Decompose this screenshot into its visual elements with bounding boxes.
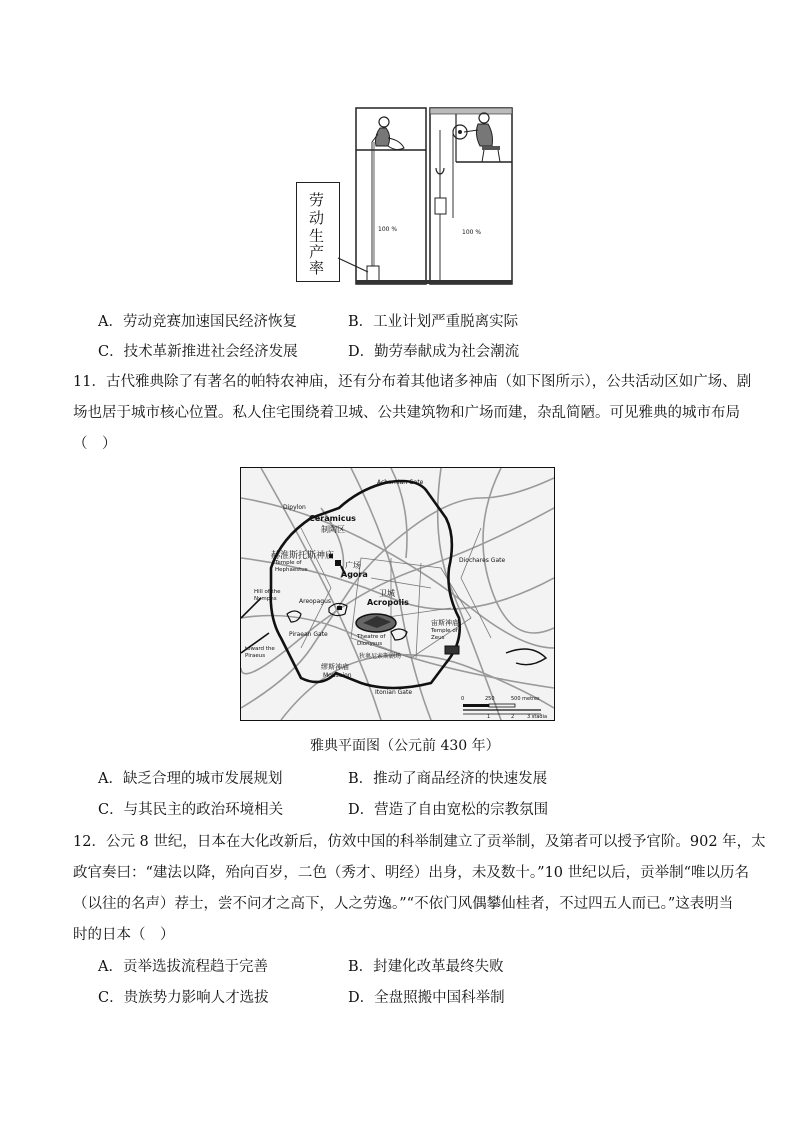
productivity-label-box bbox=[296, 182, 340, 282]
map-label-agora: Agora bbox=[341, 570, 368, 579]
q12-option-b[interactable] bbox=[348, 957, 504, 977]
label-pointer bbox=[336, 256, 370, 276]
q11-option-d[interactable] bbox=[348, 800, 548, 820]
option-letter: B． bbox=[348, 771, 374, 787]
q12-stem-line-3: （以往的名声）荐士，尝不问才之高下，人之劳逸。”“不依门风偶攀仙桂者，不过四五人而已。”这表明当 bbox=[73, 896, 734, 912]
q11-option-a[interactable] bbox=[98, 769, 282, 789]
label-char: 率 bbox=[309, 259, 325, 277]
q11-stem-line-3: （ ） bbox=[73, 436, 117, 452]
q11-option-c[interactable] bbox=[98, 800, 283, 820]
map-label-diochares-gate: Diochares Gate bbox=[459, 557, 506, 564]
map-label-theatre: Theatre of Dionysus bbox=[357, 634, 386, 647]
map-label-hill-of-nymphs: Hill of the Nymphs bbox=[254, 589, 281, 602]
athens-map bbox=[240, 467, 555, 721]
option-letter: D． bbox=[348, 990, 375, 1006]
q10-option-d[interactable] bbox=[348, 342, 519, 362]
scale-label-stadia: 3 stadia bbox=[527, 714, 548, 720]
map-label-dipylon: Dipylon bbox=[283, 504, 306, 511]
option-text: 推动了商品经济的快速发展 bbox=[373, 771, 548, 787]
q12-stem-line-4: 时的日本（ ） bbox=[73, 927, 175, 943]
map-label-temple-of-hephaestus: Temple of Hephaestus bbox=[275, 560, 308, 573]
percent-mark-right: 100 % bbox=[462, 229, 482, 236]
label-char: 产 bbox=[309, 243, 325, 261]
q12-stem-line-2: 政官奏曰：“建法以降，殆向百岁，二色（秀才、明经）出身，未及数十。”10 世纪以后，贡举制“唯以历名 bbox=[73, 865, 750, 881]
map-label-hephaestus-cn: 赫淮斯托斯神庙 bbox=[271, 551, 335, 561]
map-label-acropolis: Acropolis bbox=[367, 598, 409, 607]
map-label-ceramicus-cn: 制陶区 bbox=[321, 525, 345, 534]
map-label-zeus-cn: 宙斯神庙 bbox=[431, 619, 459, 627]
option-letter: C． bbox=[98, 990, 124, 1006]
q10-option-c[interactable] bbox=[98, 342, 298, 362]
option-text: 技术革新推进社会经济发展 bbox=[123, 344, 298, 360]
option-letter: D． bbox=[348, 344, 375, 360]
option-text: 勤劳奉献成为社会潮流 bbox=[374, 344, 520, 360]
option-letter: B． bbox=[348, 959, 374, 975]
option-text: 全盘照搬中国科举制 bbox=[374, 990, 505, 1006]
map-label-acharnian-gate: Acharnian Gate bbox=[377, 479, 424, 486]
option-letter: D． bbox=[348, 802, 375, 818]
labor-productivity-cartoon bbox=[296, 106, 518, 288]
map-label-piraean-gate: Piraean Gate bbox=[289, 631, 328, 638]
label-char: 劳 bbox=[309, 191, 325, 209]
q12-option-d[interactable] bbox=[348, 988, 505, 1008]
percent-mark-left: 100 % bbox=[378, 226, 398, 233]
option-text: 工业计划严重脱离实际 bbox=[373, 314, 519, 330]
option-text: 贵族势力影响人才选拔 bbox=[123, 990, 269, 1006]
q12-option-a[interactable] bbox=[98, 957, 268, 977]
map-label-agora-cn: 广场 bbox=[345, 561, 361, 570]
label-char: 生 bbox=[309, 227, 325, 245]
option-letter: B． bbox=[348, 314, 374, 330]
option-letter: A． bbox=[98, 771, 123, 787]
option-text: 贡举选拔流程趋于完善 bbox=[122, 959, 268, 975]
q11-option-b[interactable] bbox=[348, 769, 547, 789]
option-letter: A． bbox=[98, 959, 123, 975]
q10-option-b[interactable] bbox=[348, 312, 518, 332]
map-label-acropolis-cn: 卫城 bbox=[379, 589, 395, 598]
option-text: 封建化改革最终失败 bbox=[373, 959, 504, 975]
option-letter: A． bbox=[98, 314, 123, 330]
map-label-itonian-gate: Itonian Gate bbox=[375, 689, 413, 696]
q12-stem-line-1: 12．公元 8 世纪，日本在大化改新后，仿效中国的科举制建立了贡举制，及第者可以授予官阶。902 年，太 bbox=[73, 834, 766, 850]
map-label-temple-of-zeus: Temple of Zeus bbox=[431, 628, 458, 641]
scale-label-2: 2 bbox=[511, 714, 515, 720]
map-label-ceramicus: Ceramicus bbox=[309, 514, 356, 523]
scale-label-1: 1 bbox=[487, 714, 491, 720]
option-text: 缺乏合理的城市发展规划 bbox=[122, 771, 283, 787]
scale-label-250: 250 bbox=[485, 696, 495, 702]
q11-stem-line-1: 11．古代雅典除了有著名的帕特农神庙，还有分布着其他诸多神庙（如下图所示），公共活动区如广场、剧 bbox=[73, 374, 752, 390]
option-letter: C． bbox=[98, 802, 124, 818]
option-text: 营造了自由宽松的宗教氛围 bbox=[374, 802, 549, 818]
option-text: 劳动竞赛加速国民经济恢复 bbox=[122, 314, 297, 330]
option-text: 与其民主的政治环境相关 bbox=[123, 802, 284, 818]
map-label-mouseion: Mouseion bbox=[323, 672, 352, 679]
label-char: 动 bbox=[309, 209, 325, 227]
q12-option-c[interactable] bbox=[98, 988, 269, 1008]
map-label-muses-cn: 缪斯神庙 bbox=[321, 663, 349, 671]
q10-option-a[interactable] bbox=[98, 312, 297, 332]
scale-label-0: 0 bbox=[461, 696, 465, 702]
q11-stem-line-2: 场也居于城市核心位置。私人住宅围绕着卫城、公共建筑物和广场而建，杂乱简陋。可见雅典的城市布局 bbox=[73, 405, 740, 421]
option-letter: C． bbox=[98, 344, 124, 360]
map-label-dionysus-cn: 狄奥尼索斯剧场 bbox=[359, 653, 402, 660]
map-caption: 雅典平面图（公元前 430 年） bbox=[310, 738, 500, 754]
map-label-toward-piraeus: toward the Piraeus bbox=[245, 646, 275, 659]
scale-label-500: 500 metres bbox=[511, 696, 540, 702]
map-label-areopagus: Areopagus bbox=[299, 598, 332, 605]
